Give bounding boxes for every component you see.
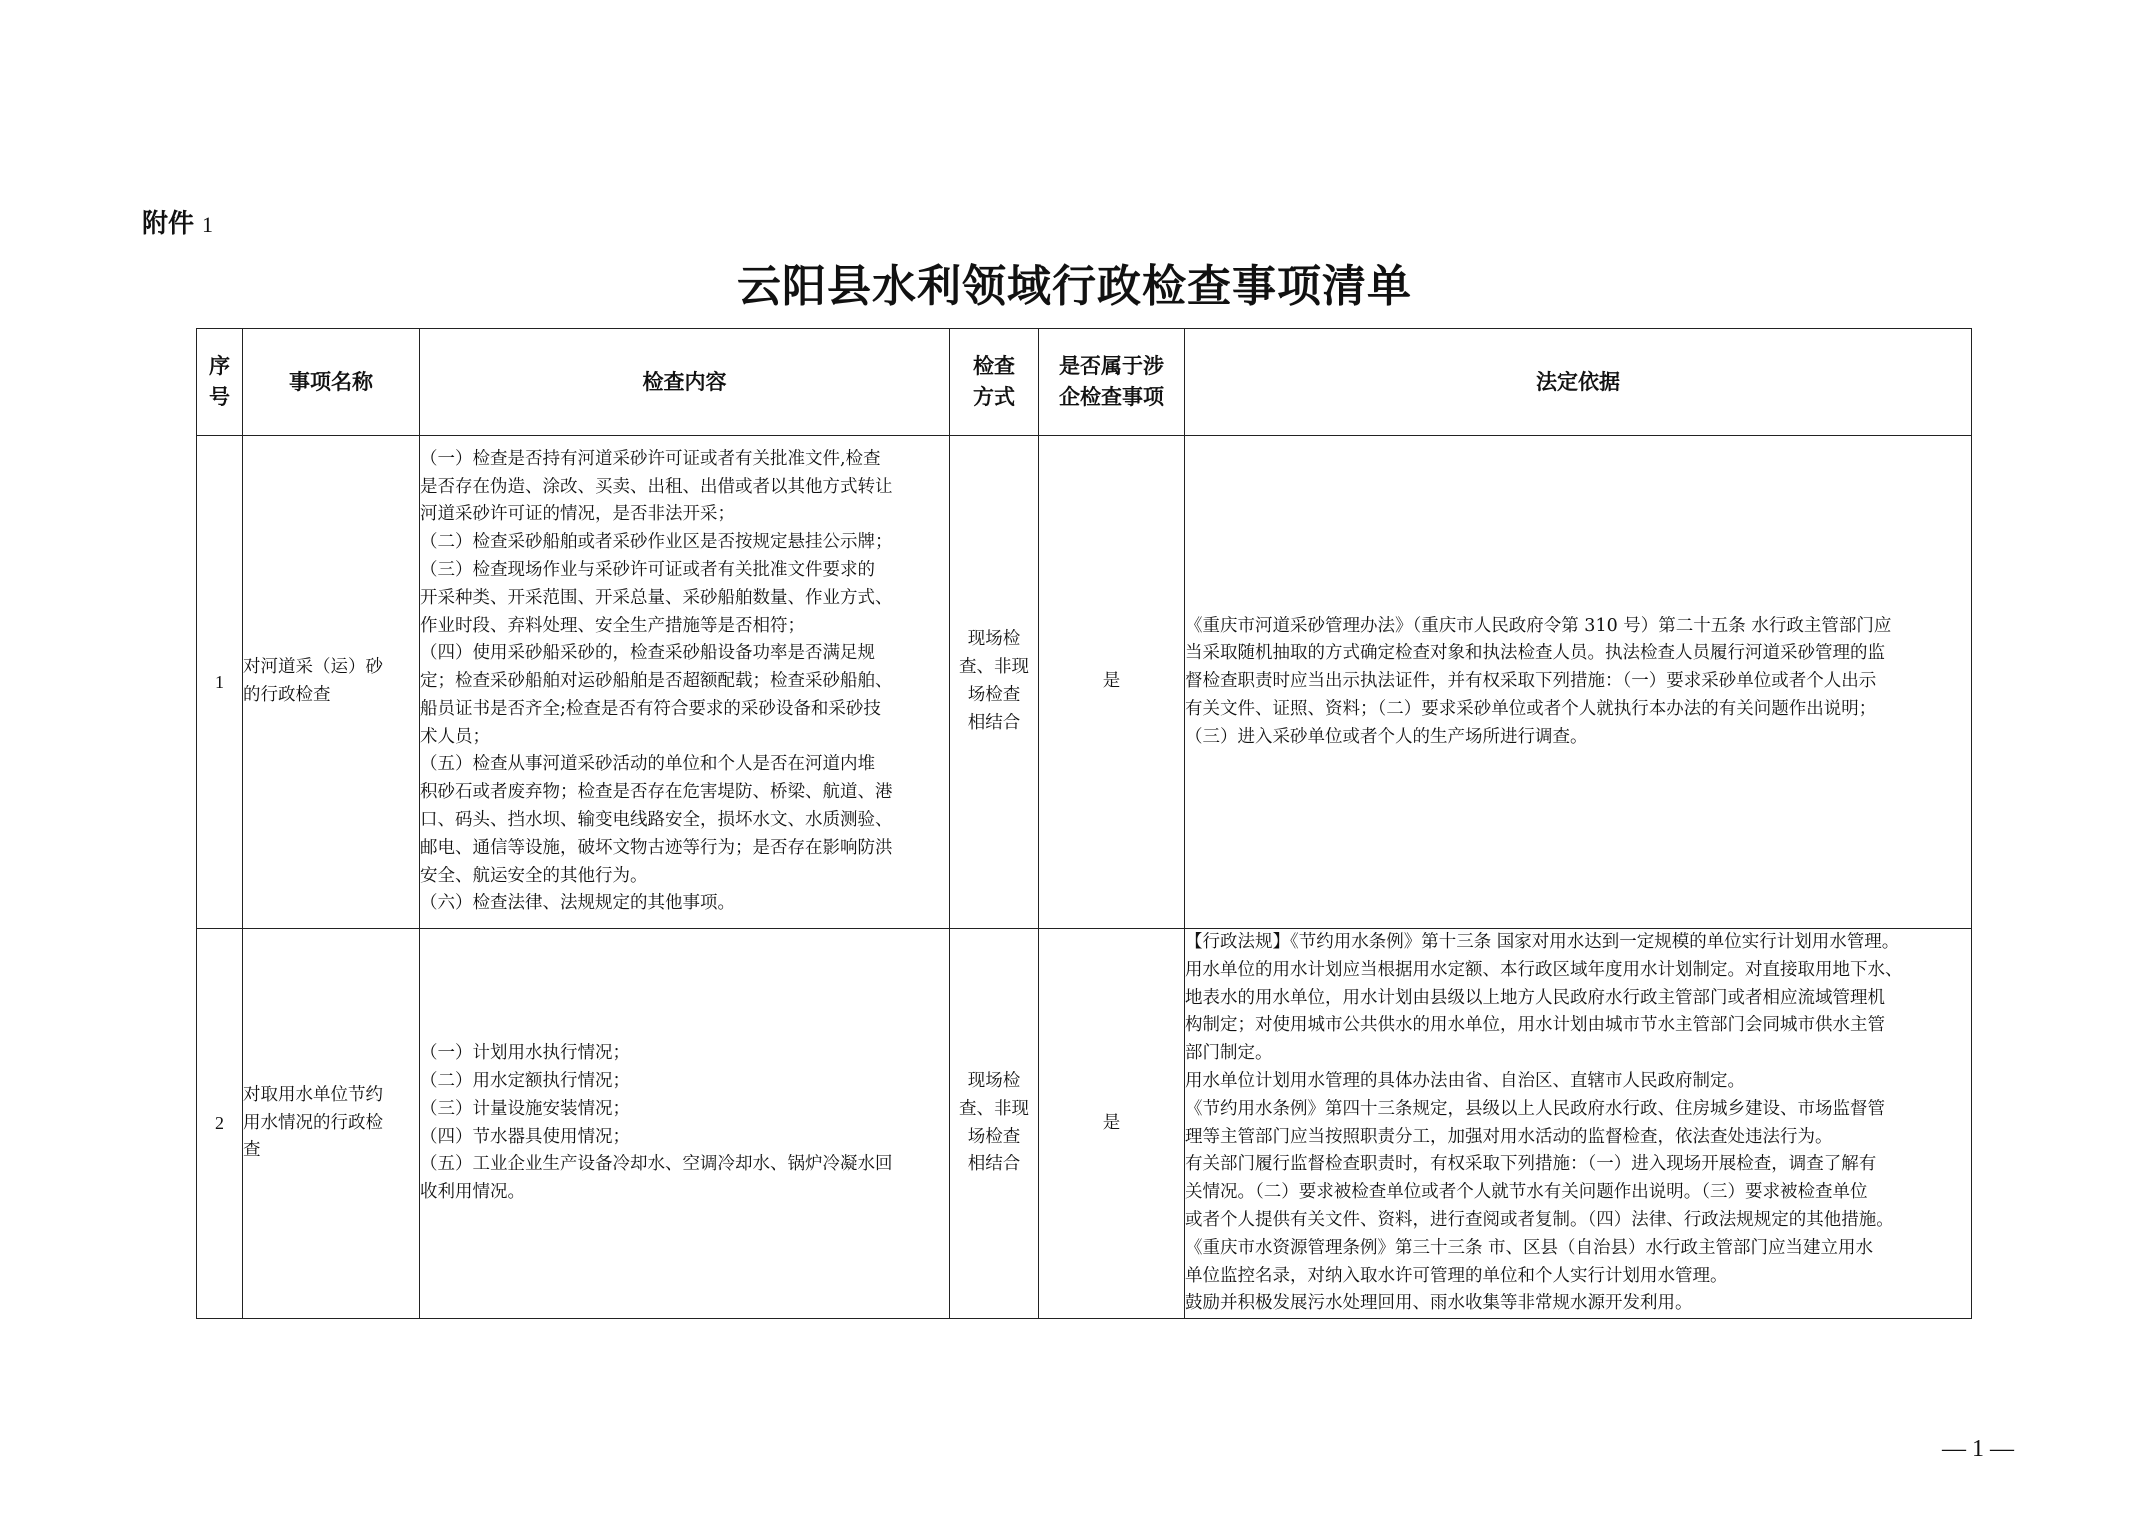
content-line: （四）节水器具使用情况； — [420, 1126, 630, 1147]
row-seq: 1 — [197, 436, 243, 929]
header-enterprise — [1039, 329, 1185, 436]
header-method — [950, 329, 1039, 436]
method-line: 现场检 — [967, 1070, 1021, 1091]
content-line: 船员证书是否齐全;检查是否有符合要求的采砂设备和采砂技 — [420, 698, 881, 719]
content-line: （一）计划用水执行情况； — [420, 1043, 630, 1064]
inspection-items-table — [196, 328, 1972, 1319]
content-line: （二）用水定额执行情况； — [420, 1070, 630, 1091]
method-line: 查、非现 — [959, 657, 1029, 678]
basis-line: 督检查职责时应当出示执法证件，并有权采取下列措施：（一）要求采砂单位或者个人出示 — [1185, 671, 1877, 692]
method-line: 查、非现 — [959, 1098, 1029, 1119]
content-line: 积砂石或者废弃物；检查是否存在危害堤防、桥梁、航道、港 — [420, 782, 893, 803]
content-line: （三）计量设施安装情况； — [420, 1098, 630, 1119]
content-line: （五）工业企业生产设备冷却水、空调冷却水、锅炉冷凝水回 — [420, 1154, 893, 1175]
basis-line: 鼓励并积极发展污水处理回用、雨水收集等非常规水源开发利用。 — [1185, 1293, 1693, 1314]
header-enterprise-line: 企检查事项 — [1059, 385, 1164, 409]
table-row — [197, 929, 1972, 1319]
row-check-content — [420, 436, 950, 929]
row-enterprise-flag: 是 — [1039, 436, 1185, 929]
row-check-method — [950, 436, 1039, 929]
basis-line: 用水单位计划用水管理的具体办法由省、自治区、直辖市人民政府制定。 — [1185, 1070, 1745, 1091]
basis-line: 构制定；对使用城市公共供水的用水单位，用水计划由城市节水主管部门会同城市供水主管 — [1185, 1015, 1885, 1036]
page-number: — 1 — — [1942, 1436, 2014, 1462]
content-line: （四）使用采砂船采砂的，检查采砂船设备功率是否满足规 — [420, 643, 875, 664]
method-line: 场检查 — [967, 1126, 1021, 1147]
row-check-content — [420, 929, 950, 1319]
basis-line: 有关部门履行监督检查职责时，有权采取下列措施：（一）进入现场开展检查，调查了解有 — [1185, 1154, 1877, 1175]
header-seq-line: 序 — [209, 354, 230, 378]
row-item-name — [243, 436, 420, 929]
item-name-line: 用水情况的行政检 — [243, 1112, 383, 1133]
content-line: 邮电、通信等设施，破坏文物古迹等行为；是否存在影响防洪 — [420, 837, 893, 858]
content-line: 是否存在伪造、涂改、买卖、出租、出借或者以其他方式转让 — [420, 476, 893, 497]
content-line: 口、码头、挡水坝、输变电线路安全，损坏水文、水质测验、 — [420, 810, 893, 831]
basis-line: 理等主管部门应当按照职责分工，加强对用水活动的监督检查，依法查处违法行为。 — [1185, 1126, 1833, 1147]
content-line: （二）检查采砂船舶或者采砂作业区是否按规定悬挂公示牌； — [420, 532, 893, 553]
basis-line: 当采取随机抽取的方式确定检查对象和执法检查人员。执法检查人员履行河道采砂管理的监 — [1185, 643, 1885, 664]
content-line: 术人员； — [420, 726, 490, 747]
basis-line: 部门制定。 — [1185, 1043, 1273, 1064]
item-name-line: 对河道采（运）砂 — [243, 657, 383, 678]
method-line: 相结合 — [967, 1154, 1021, 1175]
document-title: 云阳县水利领域行政检查事项清单 — [737, 261, 1412, 312]
basis-line: 或者个人提供有关文件、资料，进行查阅或者复制。（四）法律、行政法规规定的其他措施。 — [1185, 1209, 1894, 1230]
row-legal-basis — [1185, 929, 1972, 1319]
header-seq — [197, 329, 243, 436]
basis-line: 有关文件、证照、资料；（二）要求采砂单位或者个人就执行本办法的有关问题作出说明； — [1185, 698, 1877, 719]
basis-line: 《重庆市河道采砂管理办法》（重庆市人民政府令第 310 号）第二十五条 水行政主管部门应 — [1185, 615, 1892, 636]
item-name-line: 对取用水单位节约 — [243, 1084, 383, 1105]
header-content: 检查内容 — [420, 329, 950, 436]
content-line: （三）检查现场作业与采砂许可证或者有关批准文件要求的 — [420, 559, 875, 580]
basis-line: 用水单位的用水计划应当根据用水定额、本行政区域年度用水计划制定。对直接取用地下水、 — [1185, 959, 1903, 980]
content-line: （一）检查是否持有河道采砂许可证或者有关批准文件,检查 — [420, 448, 881, 469]
annex-number: 1 — [202, 212, 214, 237]
table-header-row — [197, 329, 1972, 436]
content-line: 作业时段、弃料处理、安全生产措施等是否相符； — [420, 615, 805, 636]
content-line: （六）检查法律、法规规定的其他事项。 — [420, 893, 735, 914]
basis-line: 《节约用水条例》第四十三条规定，县级以上人民政府水行政、住房城乡建设、市场监督管 — [1185, 1098, 1885, 1119]
basis-line: 关情况。（二）要求被检查单位或者个人就节水有关问题作出说明。（三）要求被检查单位 — [1185, 1182, 1868, 1203]
method-line: 相结合 — [967, 712, 1021, 733]
content-line: （五）检查从事河道采砂活动的单位和个人是否在河道内堆 — [420, 754, 875, 775]
method-line: 现场检 — [967, 629, 1021, 650]
content-line: 收利用情况。 — [420, 1182, 525, 1203]
header-basis: 法定依据 — [1185, 329, 1972, 436]
annex-label — [142, 206, 213, 243]
header-seq-line: 号 — [209, 385, 230, 409]
row-enterprise-flag: 是 — [1039, 929, 1185, 1319]
basis-line: （三）进入采砂单位或者个人的生产场所进行调查。 — [1185, 726, 1588, 747]
method-line: 场检查 — [967, 685, 1021, 705]
header-name: 事项名称 — [243, 329, 420, 436]
content-line: 定；检查采砂船舶对运砂船舶是否超额配载；检查采砂船舶、 — [420, 671, 893, 692]
item-name-line: 查 — [243, 1140, 261, 1161]
row-check-method — [950, 929, 1039, 1319]
annex-label-text: 附件 — [142, 209, 195, 239]
header-method-line: 方式 — [973, 385, 1015, 409]
content-line: 开采种类、开采范围、开采总量、采砂船舶数量、作业方式、 — [420, 587, 893, 608]
header-method-line: 检查 — [973, 354, 1015, 378]
header-enterprise-line: 是否属于涉 — [1059, 354, 1164, 378]
table-row — [197, 436, 1972, 929]
basis-line: 《重庆市水资源管理条例》第三十三条 市、区县（自治县）水行政主管部门应当建立用水 — [1185, 1237, 1874, 1258]
basis-line: 【行政法规】《节约用水条例》第十三条 国家对用水达到一定规模的单位实行计划用水管理。 — [1185, 932, 1900, 952]
row-legal-basis — [1185, 436, 1972, 929]
content-line: 河道采砂许可证的情况，是否非法开采； — [420, 504, 735, 525]
basis-line: 单位监控名录，对纳入取水许可管理的单位和个人实行计划用水管理。 — [1185, 1265, 1728, 1286]
content-line: 安全、航运安全的其他行为。 — [420, 865, 648, 886]
item-name-line: 的行政检查 — [243, 685, 331, 705]
row-item-name — [243, 929, 420, 1319]
basis-line: 地表水的用水单位，用水计划由县级以上地方人民政府水行政主管部门或者相应流域管理机 — [1185, 987, 1885, 1008]
row-seq: 2 — [197, 929, 243, 1319]
